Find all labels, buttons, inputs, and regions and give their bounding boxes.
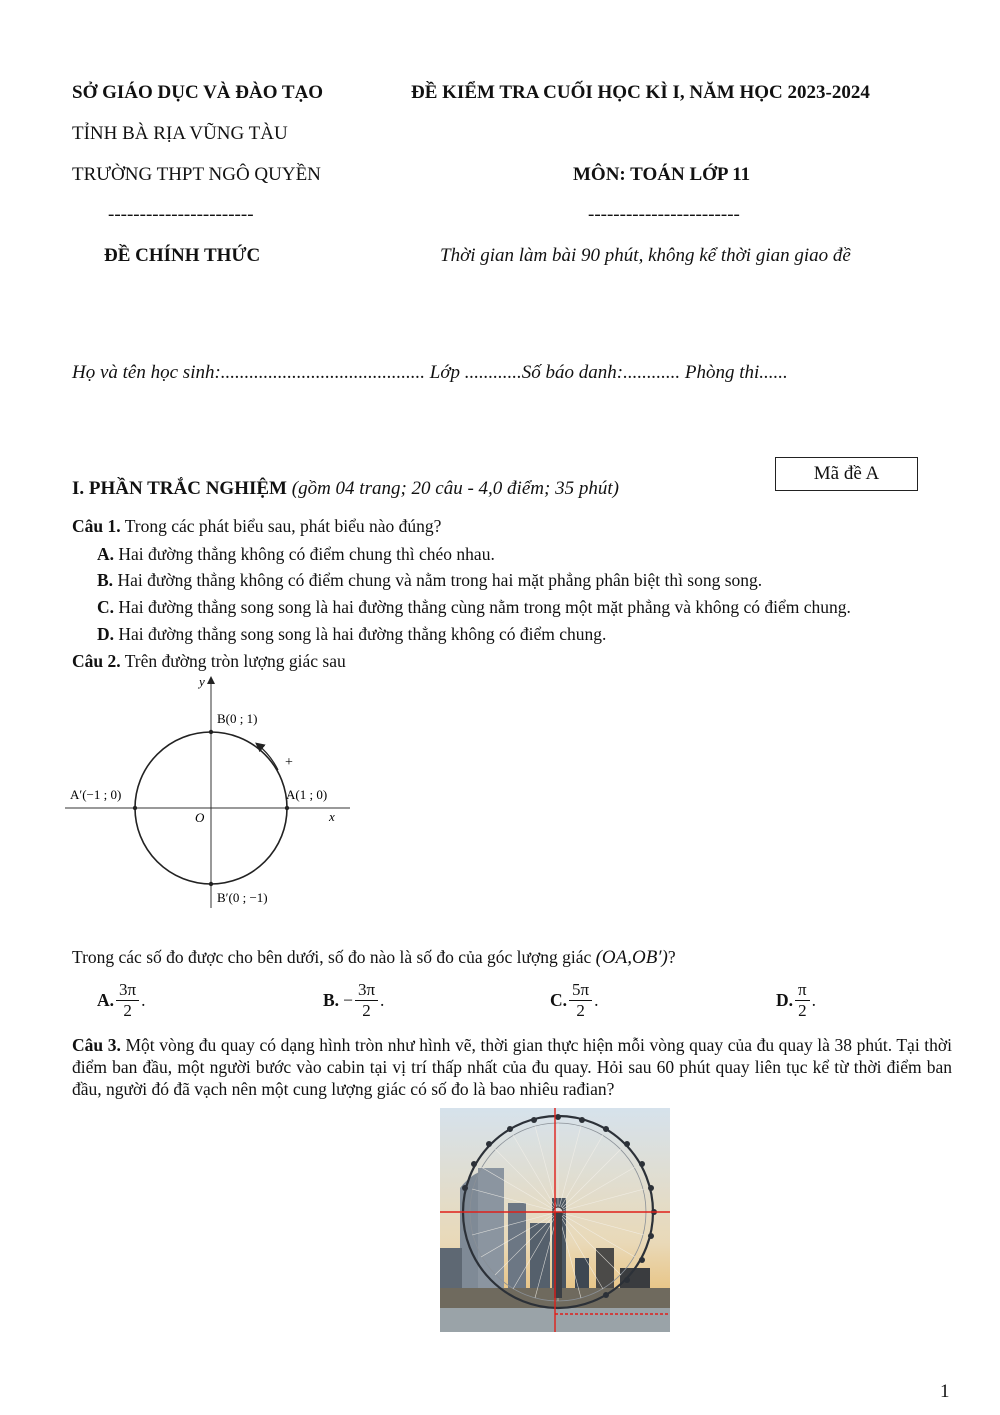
option-text: Hai đường thẳng không có điểm chung thì chéo nhau.	[118, 544, 495, 564]
question-1	[72, 515, 441, 537]
option-text: Hai đường thẳng song song là hai đường thẳng không có điểm chung.	[118, 624, 607, 644]
exam-code-box: Mã đề A	[775, 457, 918, 491]
angle-notation: (OA,OB′)	[595, 947, 668, 968]
section-title: I. PHẦN TRẮC NGHIỆM	[72, 478, 287, 499]
department-name: SỞ GIÁO DỤC VÀ ĐÀO TẠO	[72, 82, 324, 103]
right-divider: ------------------------	[588, 204, 740, 225]
exam-title: ĐỀ KIỂM TRA CUỐI HỌC KÌ I, NĂM HỌC 2023-2024	[411, 82, 870, 103]
option-key: C.	[97, 597, 115, 617]
label-b: B(0 ; 1)	[217, 711, 258, 726]
origin-label: O	[195, 810, 205, 825]
label-b-prime: B′(0 ; −1)	[217, 890, 268, 905]
q2-option-b	[323, 980, 384, 1021]
school-name: TRƯỜNG THPT NGÔ QUYỀN	[72, 164, 321, 185]
option-key: C.	[550, 990, 568, 1010]
fraction-numerator: 3π	[116, 980, 139, 1001]
option-key: A.	[97, 544, 115, 564]
option-fraction	[116, 980, 139, 1021]
option-key: D.	[776, 990, 794, 1010]
fraction-numerator: π	[795, 980, 810, 1001]
student-info-line: Họ và tên học sinh:........................................... Lớp ............Số báo danh:............ Phòng thi......	[72, 362, 788, 383]
point-a	[285, 806, 289, 810]
plus-sign: +	[285, 755, 293, 770]
option-key: B.	[323, 990, 340, 1010]
option-text: Hai đường thẳng không có điểm chung và nằm trong hai mặt phẳng phân biệt thì song song.	[117, 570, 763, 590]
q1-option-d	[97, 623, 606, 645]
page-number: 1	[940, 1381, 950, 1402]
option-fraction	[355, 980, 378, 1021]
fraction-denominator: 2	[576, 1001, 585, 1020]
fraction-denominator: 2	[123, 1001, 132, 1020]
section-heading	[72, 478, 619, 500]
option-fraction	[569, 980, 592, 1021]
ferris-wheel-image	[440, 1108, 670, 1332]
fraction-numerator: 3π	[355, 980, 378, 1001]
fraction-denominator: 2	[798, 1001, 807, 1020]
q1-option-b	[97, 569, 762, 591]
unit-circle-figure	[65, 668, 365, 918]
option-period: .	[380, 990, 385, 1010]
question-mark: ?	[667, 947, 676, 967]
q2-option-a	[97, 980, 145, 1021]
y-axis-label: y	[199, 674, 205, 689]
question-3-label: Câu 3.	[72, 1035, 121, 1055]
option-fraction	[795, 980, 810, 1021]
question-1-label: Câu 1.	[72, 516, 121, 536]
option-key: D.	[97, 624, 115, 644]
option-period: .	[141, 990, 146, 1010]
option-period: .	[594, 990, 599, 1010]
question-2-text: Trên đường tròn lượng giác sau	[124, 651, 346, 671]
question-2-prompt-text: Trong các số đo được cho bên dưới, số đo nào là số đo của góc lượng giác	[72, 947, 592, 967]
option-period: .	[811, 990, 816, 1010]
question-2-prompt	[72, 946, 676, 969]
left-divider: -----------------------	[108, 204, 254, 225]
option-key: B.	[97, 570, 114, 590]
x-axis-label: x	[329, 809, 335, 824]
question-2-label: Câu 2.	[72, 651, 121, 671]
point-b-prime	[209, 882, 213, 886]
q2-option-c	[550, 980, 598, 1021]
fraction-numerator: 5π	[569, 980, 592, 1001]
subject-label: MÔN: TOÁN LỚP 11	[573, 164, 751, 185]
point-b	[209, 730, 213, 734]
section-note: (gồm 04 trang; 20 câu - 4,0 điểm; 35 phút)	[291, 478, 619, 499]
q1-option-a	[97, 543, 495, 565]
label-a: A(1 ; 0)	[286, 787, 328, 802]
fraction-denominator: 2	[362, 1001, 371, 1020]
option-sign: −	[343, 990, 353, 1010]
option-key: A.	[97, 990, 115, 1010]
question-1-text: Trong các phát biểu sau, phát biểu nào đúng?	[124, 516, 442, 536]
official-exam-label: ĐỀ CHÍNH THỨC	[104, 245, 261, 266]
q1-option-c	[97, 596, 851, 618]
label-a-prime: A′(−1 ; 0)	[70, 787, 122, 802]
exam-time: Thời gian làm bài 90 phút, không kể thời gian giao đề	[440, 245, 851, 266]
province-name: TỈNH BÀ RỊA VŨNG TÀU	[72, 123, 288, 144]
q2-option-d	[776, 980, 816, 1021]
question-3	[72, 1034, 952, 1100]
option-text: Hai đường thẳng song song là hai đường thẳng cùng nằm trong một mặt phẳng và không có điểm chung.	[118, 597, 851, 617]
point-a-prime	[133, 806, 137, 810]
question-3-text: Một vòng đu quay có dạng hình tròn như hình vẽ, thời gian thực hiện mỗi vòng quay của đu quay là 38 phút. Tại thời điểm ban đầu, một người bước vào cabin tại vị trí thấp nhất của đu quay. Hỏi sau 60 phút quay liên tục kể từ thời điểm ban đầu, người đó đã vạch nên một cung lượng giác có số đo là bao nhiêu rađian?	[72, 1035, 952, 1099]
